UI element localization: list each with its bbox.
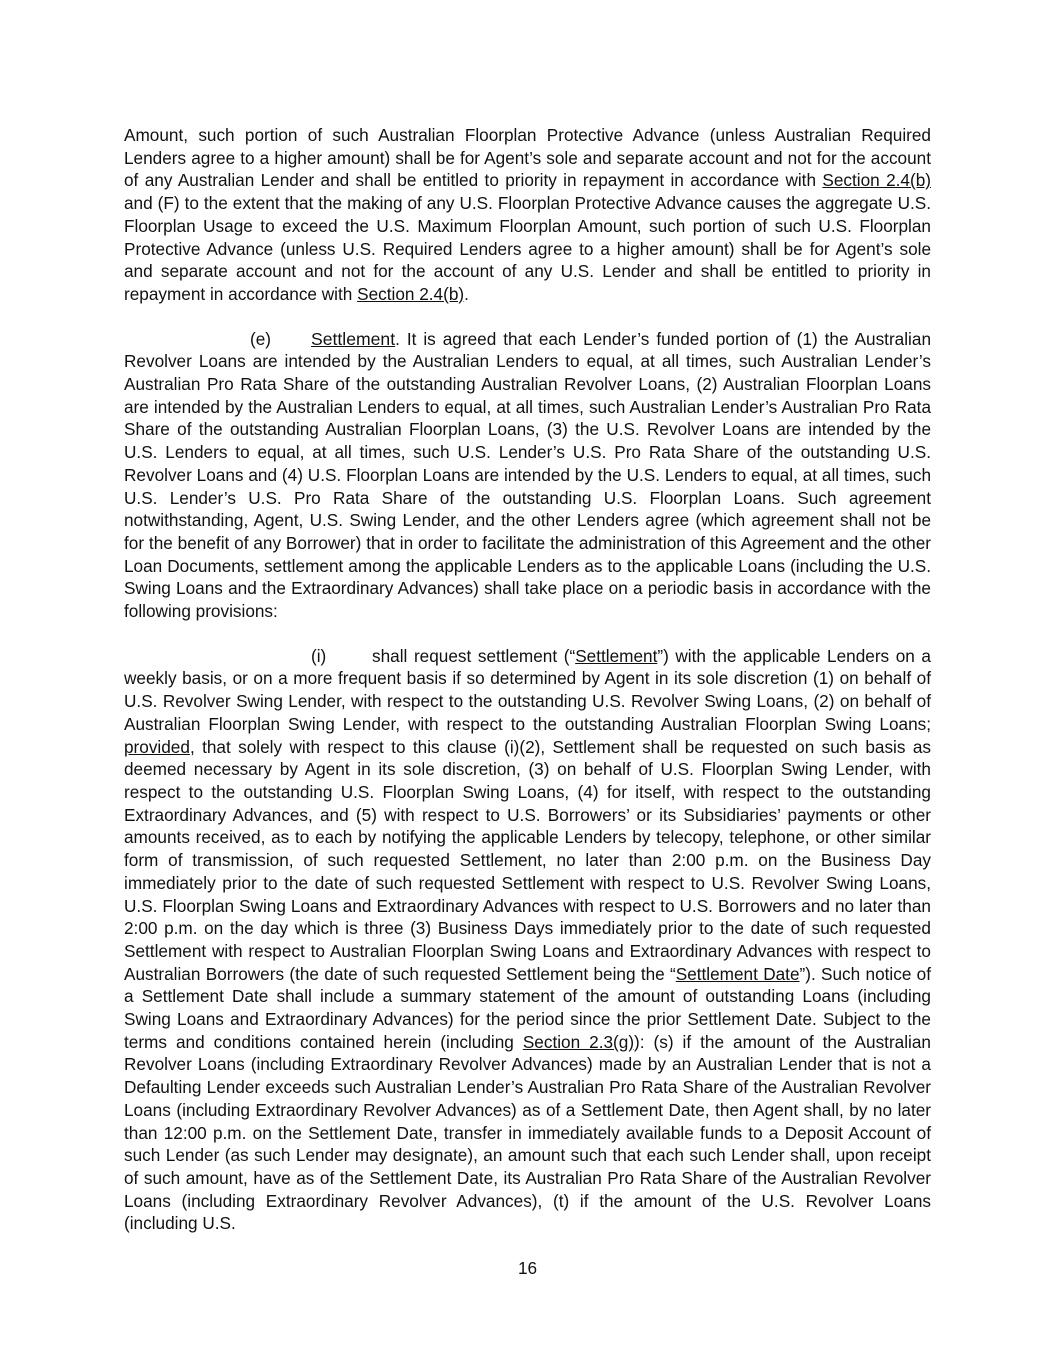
clause-number: (e) bbox=[250, 328, 272, 349]
cross-reference: Section 2.4(b) bbox=[822, 170, 931, 191]
proviso-term: provided bbox=[124, 736, 190, 757]
text: . bbox=[464, 283, 469, 304]
text: , that solely with respect to this clause (i)(2), Settlement shall be requested on such basis as deemed necessary by Agent in its sole discretion, (3) on behalf of U.S. Floorplan Swing Lender, with respect to the outstanding U.S. Floorplan Swing Loans, (4) for itself, with respect to the outstanding Extraordinary Advances, and (5) with respect to U.S. Borrowers’ or its Subsidiaries’ payments or other amounts received, as to each by notifying the applicable Lenders by telecopy, telephone, or other similar form of transmission, of such requested Settlement, no later than 2:00 p.m. on the Business Day immediately prior to the date of such requested Settlement with respect to U.S. Revolver Swing Loans, U.S. Floorplan Swing Loans and Extraordinary Advances with respect to U.S. Borrowers and no later than 2:00 p.m. on the day which is three (3) Business Days immediately prior to the date of such requested Settlement with respect to Australian Floorplan Swing Loans and Extraordinary Advances with respect to Australian Borrowers (the date of such requested Settlement being the “ bbox=[124, 736, 931, 984]
cross-reference: Section 2.4(b) bbox=[357, 283, 465, 304]
text: Amount, such portion of such Australian Floorplan Protective Advance (unless Australian Required Lenders agree to a higher amount) shall be for Agent’s sole and separate account and not for the account of any Australian Lender and shall be entitled to priority in repayment in accordance with bbox=[124, 125, 931, 191]
text: . It is agreed that each Lender’s funded portion of (1) the Australian Revolver Loans are intended by the Australian Lenders to equal, at all times, such Australian Lender’s Australian Pro Rata Share of the outstanding Australian Revolver Loans, (2) Australian Floorplan Loans are intended by the Australian Lenders to equal, at all times, such Australian Lender’s Australian Pro Rata Share of the outstanding Australian Floorplan Loans, (3) the U.S. Revolver Loans are intended by the U.S. Lenders to equal, at all times, such U.S. Lender’s U.S. Pro Rata Share of the outstanding U.S. Revolver Loans and (4) U.S. Floorplan Loans are intended by the U.S. Lenders to equal, at all times, such U.S. Lender’s U.S. Pro Rata Share of the outstanding U.S. Floorplan Loans. Such agreement notwithstanding, Agent, U.S. Swing Lender, and the other Lenders agree (which agreement shall not be for the benefit of any Borrower) that in order to facilitate the administration of this Agreement and the other Loan Documents, settlement among the applicable Lenders as to the applicable Loans (including the U.S. Swing Loans and the Extraordinary Advances) shall take place on a periodic basis in accordance with the following provisions: bbox=[124, 328, 931, 622]
text: and (F) to the extent that the making of any U.S. Floorplan Protective Advance causes the aggregate U.S. Floorplan Usage to exceed the U.S. Maximum Floorplan Amount, such portion of such U.S. Floorplan Protective Advance (unless U.S. Required Lenders agree to a higher amount) shall be for Agent’s sole and separate account and not for the account of any U.S. Lender and shall be entitled to priority in repayment in accordance with bbox=[124, 193, 931, 304]
document-body bbox=[124, 124, 931, 1235]
text: ): (s) if the amount of the Australian Revolver Loans (including Extraordinary Revolver Advances) made by an Australian Lender that is not a Defaulting Lender exceeds such Australian Lender’s Australian Pro Rata Share of the Australian Revolver Loans (including Extraordinary Revolver Advances) as of a Settlement Date, then Agent shall, by no later than 12:00 p.m. on the Settlement Date, transfer in immediately available funds to a Deposit Account of such Lender (as such Lender may designate), an amount such that each such Lender shall, upon receipt of such amount, have as of the Settlement Date, its Australian Pro Rata Share of the Australian Revolver Loans (including Extraordinary Revolver Advances), (t) if the amount of the U.S. Revolver Loans (including U.S. bbox=[124, 1031, 931, 1234]
paragraph-settlement bbox=[124, 328, 931, 623]
defined-term: Settlement bbox=[575, 645, 658, 666]
text: shall request settlement (“ bbox=[372, 645, 576, 666]
clause-heading: Settlement bbox=[311, 328, 396, 349]
paragraph-settlement-request bbox=[124, 645, 931, 1235]
text: ”). Such notice of a Settlement Date shall include a summary statement of the amount of outstanding Loans (including Swing Loans and Extraordinary Advances) for the period since the prior Settlement Date. Subject to the terms and conditions contained herein (including bbox=[124, 963, 932, 1052]
paragraph-protective-advance bbox=[124, 124, 931, 306]
cross-reference: Section 2.3(g) bbox=[522, 1031, 635, 1052]
defined-term: Settlement Date bbox=[675, 963, 800, 984]
page-number: 16 bbox=[517, 1258, 538, 1278]
clause-number: (i) bbox=[311, 645, 327, 666]
text: ”) with the applicable Lenders on a weekly basis, or on a more frequent basis if so determined by Agent in its sole discretion (1) on behalf of U.S. Revolver Swing Lender, with respect to the outstanding U.S. Revolver Swing Loans, (2) on behalf of Australian Floorplan Swing Lender, with respect to the outstanding Australian Floorplan Swing Loans; bbox=[124, 645, 931, 734]
